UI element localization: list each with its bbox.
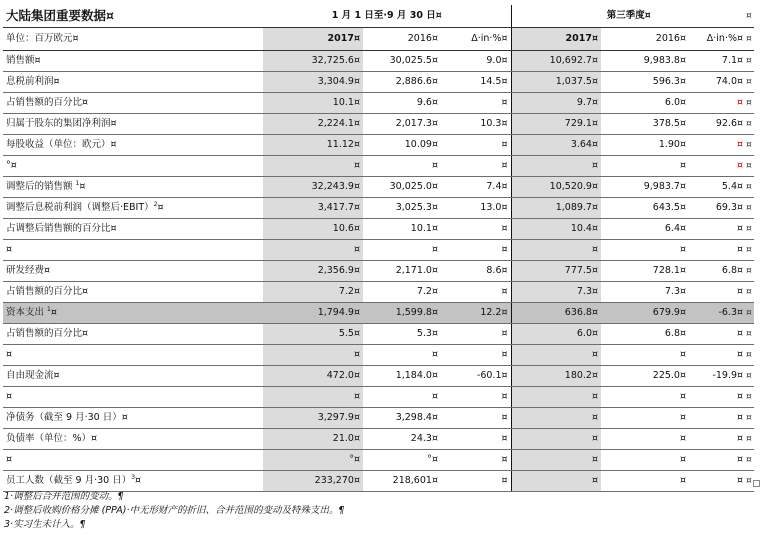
value-2017-q3: 729.1¤ bbox=[511, 114, 601, 135]
cell-marker: ¤ bbox=[746, 93, 754, 114]
row-label-mark: ¤ bbox=[50, 307, 57, 318]
table-row bbox=[3, 450, 754, 471]
table-row bbox=[3, 303, 754, 324]
row-label bbox=[3, 156, 263, 177]
delta-q3-value: 7.1¤ bbox=[689, 51, 746, 72]
footnote-2: 2·调整后收购价格分摊 (PPA)·中无形财产的折旧、合并范围的变动及特殊支出。¶ bbox=[4, 505, 345, 516]
row-label-text: ¤ bbox=[6, 391, 13, 402]
year-current-q3: 2017¤ bbox=[511, 28, 601, 51]
value-2017-q3: 636.8¤ bbox=[511, 303, 601, 324]
value-2017-q3: ¤ bbox=[511, 408, 601, 429]
row-label bbox=[3, 177, 263, 198]
value-2017-9m: 32,243.9¤ bbox=[263, 177, 363, 198]
period-nine-months: 1 月 1 日至·9 月 30 日¤ bbox=[263, 5, 511, 28]
value-2017-9m: 32,725.6¤ bbox=[263, 51, 363, 72]
table-row bbox=[3, 429, 754, 450]
value-2017-q3: 180.2¤ bbox=[511, 366, 601, 387]
value-2017-9m: ¤ bbox=[263, 345, 363, 366]
row-label bbox=[3, 261, 263, 282]
row-label-mark: ¤ bbox=[135, 475, 142, 486]
row-label-text: 占销售额的百分比¤ bbox=[6, 328, 89, 339]
value-2016-q3: ¤ bbox=[601, 387, 689, 408]
row-label bbox=[3, 240, 263, 261]
row-label-mark: ¤ bbox=[79, 181, 86, 192]
value-2016-q3: 378.5¤ bbox=[601, 114, 689, 135]
cell-marker: ¤ bbox=[746, 261, 754, 282]
table-row bbox=[3, 177, 754, 198]
cell-marker: ¤ bbox=[746, 114, 754, 135]
table-row bbox=[3, 387, 754, 408]
row-label-text: ¤ bbox=[6, 244, 13, 255]
cell-marker: ¤ bbox=[746, 51, 754, 72]
value-2016-q3: ¤ bbox=[601, 345, 689, 366]
row-label bbox=[3, 387, 263, 408]
value-2017-9m: 7.2¤ bbox=[263, 282, 363, 303]
value-2017-q3: 1,037.5¤ bbox=[511, 72, 601, 93]
value-2016-q3: ¤ bbox=[601, 471, 689, 492]
table-row bbox=[3, 51, 754, 72]
delta-9m-value: -60.1¤ bbox=[441, 366, 511, 387]
value-2016-9m: 10.1¤ bbox=[363, 219, 441, 240]
table-row bbox=[3, 408, 754, 429]
value-2016-9m: 7.2¤ bbox=[363, 282, 441, 303]
value-2017-9m: 2,356.9¤ bbox=[263, 261, 363, 282]
value-2017-q3: 6.0¤ bbox=[511, 324, 601, 345]
delta-q3-value: ¤ bbox=[689, 345, 746, 366]
cell-marker: ¤ bbox=[746, 450, 754, 471]
delta-q3-value: -6.3¤ bbox=[689, 303, 746, 324]
value-2017-q3: 10,692.7¤ bbox=[511, 51, 601, 72]
footnote-ref: 1 bbox=[47, 305, 51, 313]
value-2016-q3: 1.90¤ bbox=[601, 135, 689, 156]
delta-9m: Δ·in·%¤ bbox=[441, 28, 511, 51]
cell-marker: ¤ bbox=[746, 345, 754, 366]
delta-q3: Δ·in·%¤ bbox=[689, 28, 746, 51]
value-2017-9m: 10.6¤ bbox=[263, 219, 363, 240]
value-2016-9m: 30,025.0¤ bbox=[363, 177, 441, 198]
value-2017-9m: °¤ bbox=[263, 450, 363, 471]
header-row-periods bbox=[3, 5, 754, 28]
footnote-3: 3·实习生未计入。¶ bbox=[4, 519, 86, 530]
row-label-text: 调整后的销售额 bbox=[6, 181, 76, 192]
delta-9m-value: ¤ bbox=[441, 345, 511, 366]
key-figures-table bbox=[3, 5, 754, 492]
value-2017-q3: ¤ bbox=[511, 345, 601, 366]
value-2017-q3: ¤ bbox=[511, 387, 601, 408]
table-row bbox=[3, 93, 754, 114]
row-label-mark: ¤ bbox=[157, 202, 164, 213]
table-row bbox=[3, 282, 754, 303]
value-2016-9m: 1,599.8¤ bbox=[363, 303, 441, 324]
row-label-text: 占销售额的百分比¤ bbox=[6, 286, 89, 297]
delta-9m-value: ¤ bbox=[441, 471, 511, 492]
year-current-9m: 2017¤ bbox=[263, 28, 363, 51]
delta-9m-value: 12.2¤ bbox=[441, 303, 511, 324]
table-resize-handle[interactable] bbox=[753, 480, 760, 487]
delta-q3-value: ¤ bbox=[689, 387, 746, 408]
value-2017-q3: ¤ bbox=[511, 156, 601, 177]
value-2016-9m: ¤ bbox=[363, 387, 441, 408]
value-2017-q3: 3.64¤ bbox=[511, 135, 601, 156]
value-2017-9m: 21.0¤ bbox=[263, 429, 363, 450]
delta-9m-value: ¤ bbox=[441, 219, 511, 240]
value-2016-9m: ¤ bbox=[363, 345, 441, 366]
value-2016-q3: 679.9¤ bbox=[601, 303, 689, 324]
value-2017-q3: 9.7¤ bbox=[511, 93, 601, 114]
delta-9m-value: 7.4¤ bbox=[441, 177, 511, 198]
value-2017-q3: 10.4¤ bbox=[511, 219, 601, 240]
row-label-text: 研发经费¤ bbox=[6, 265, 51, 276]
delta-9m-value: ¤ bbox=[441, 135, 511, 156]
row-label-text: 占调整后销售额的百分比¤ bbox=[6, 223, 117, 234]
row-label-text: 资本支出 bbox=[6, 307, 48, 318]
table-row bbox=[3, 72, 754, 93]
delta-q3-value: ¤ bbox=[689, 240, 746, 261]
delta-9m-value: 8.6¤ bbox=[441, 261, 511, 282]
value-2016-9m: 24.3¤ bbox=[363, 429, 441, 450]
value-2017-9m: ¤ bbox=[263, 240, 363, 261]
header-row-years bbox=[3, 28, 754, 51]
cell-marker: ¤ bbox=[746, 219, 754, 240]
value-2016-q3: ¤ bbox=[601, 156, 689, 177]
cell-marker: ¤ bbox=[746, 324, 754, 345]
value-2016-9m: 3,025.3¤ bbox=[363, 198, 441, 219]
row-label-text: 归属于股东的集团净利润¤ bbox=[6, 118, 117, 129]
row-label-text: °¤ bbox=[6, 160, 17, 171]
row-label bbox=[3, 72, 263, 93]
cell-marker: ¤ bbox=[746, 198, 754, 219]
row-label bbox=[3, 366, 263, 387]
value-2017-q3: ¤ bbox=[511, 471, 601, 492]
delta-q3-value: 5.4¤ bbox=[689, 177, 746, 198]
value-2017-9m: 5.5¤ bbox=[263, 324, 363, 345]
row-label bbox=[3, 135, 263, 156]
footnote-ref: 2 bbox=[153, 200, 158, 208]
value-2017-q3: 777.5¤ bbox=[511, 261, 601, 282]
delta-9m-value: ¤ bbox=[441, 93, 511, 114]
cell-marker: ¤ bbox=[746, 28, 754, 51]
footnote-1: 1·调整后合并范围的变动。¶ bbox=[4, 491, 124, 502]
delta-9m-value: ¤ bbox=[441, 408, 511, 429]
row-label bbox=[3, 198, 263, 219]
value-2017-9m: ¤ bbox=[263, 156, 363, 177]
value-2016-q3: 9,983.8¤ bbox=[601, 51, 689, 72]
table-row bbox=[3, 324, 754, 345]
value-2017-q3: ¤ bbox=[511, 429, 601, 450]
footnote-ref: 1 bbox=[75, 179, 80, 187]
footnote-ref: 3 bbox=[131, 473, 136, 481]
cell-marker: ¤ bbox=[746, 5, 754, 28]
value-2017-9m: 11.12¤ bbox=[263, 135, 363, 156]
value-2016-9m: 10.09¤ bbox=[363, 135, 441, 156]
delta-9m-value: 9.0¤ bbox=[441, 51, 511, 72]
delta-9m-value: 13.0¤ bbox=[441, 198, 511, 219]
value-2016-9m: 5.3¤ bbox=[363, 324, 441, 345]
value-2016-9m: ¤ bbox=[363, 156, 441, 177]
value-2016-q3: 9,983.7¤ bbox=[601, 177, 689, 198]
value-2016-9m: 2,886.6¤ bbox=[363, 72, 441, 93]
value-2017-9m: ¤ bbox=[263, 387, 363, 408]
row-label-text: 销售额¤ bbox=[6, 55, 41, 66]
row-label bbox=[3, 429, 263, 450]
row-label-text: 息税前利润¤ bbox=[6, 76, 60, 87]
cell-marker: ¤ bbox=[746, 366, 754, 387]
row-label-text: 占销售额的百分比¤ bbox=[6, 97, 89, 108]
value-2016-9m: ¤ bbox=[363, 240, 441, 261]
value-2016-q3: 596.3¤ bbox=[601, 72, 689, 93]
delta-9m-value: 10.3¤ bbox=[441, 114, 511, 135]
delta-q3-value: ¤ bbox=[689, 93, 746, 114]
row-label-text: 净债务（截至 9 月·30 日）¤ bbox=[6, 412, 128, 423]
unit-label: 单位：百万欧元¤ bbox=[3, 28, 263, 51]
row-label-text: 负债率（单位：%）¤ bbox=[6, 433, 98, 444]
table-row bbox=[3, 198, 754, 219]
delta-q3-value: 74.0¤ bbox=[689, 72, 746, 93]
row-label bbox=[3, 114, 263, 135]
value-2017-9m: 10.1¤ bbox=[263, 93, 363, 114]
delta-q3-value: ¤ bbox=[689, 429, 746, 450]
value-2016-q3: ¤ bbox=[601, 450, 689, 471]
table-row bbox=[3, 135, 754, 156]
year-prev-q3: 2016¤ bbox=[601, 28, 689, 51]
delta-q3-value: ¤ bbox=[689, 408, 746, 429]
cell-marker: ¤ bbox=[746, 72, 754, 93]
period-third-quarter: 第三季度¤ bbox=[511, 5, 746, 28]
value-2016-q3: 6.4¤ bbox=[601, 219, 689, 240]
delta-9m-value: ¤ bbox=[441, 324, 511, 345]
delta-9m-value: 14.5¤ bbox=[441, 72, 511, 93]
delta-q3-value: 69.3¤ bbox=[689, 198, 746, 219]
delta-q3-value: ¤ bbox=[689, 471, 746, 492]
cell-marker: ¤ bbox=[746, 387, 754, 408]
value-2017-9m: 1,794.9¤ bbox=[263, 303, 363, 324]
value-2016-q3: ¤ bbox=[601, 240, 689, 261]
value-2017-q3: ¤ bbox=[511, 450, 601, 471]
value-2017-9m: 3,297.9¤ bbox=[263, 408, 363, 429]
value-2016-9m: 2,017.3¤ bbox=[363, 114, 441, 135]
row-label-text: ¤ bbox=[6, 454, 13, 465]
cell-marker: ¤ bbox=[746, 471, 754, 492]
row-label-text: 员工人数（截至 9 月·30 日） bbox=[6, 475, 132, 486]
footnotes bbox=[4, 490, 345, 532]
table-row bbox=[3, 114, 754, 135]
cell-marker: ¤ bbox=[746, 282, 754, 303]
value-2016-q3: ¤ bbox=[601, 429, 689, 450]
delta-9m-value: ¤ bbox=[441, 429, 511, 450]
value-2016-q3: ¤ bbox=[601, 408, 689, 429]
cell-marker: ¤ bbox=[746, 303, 754, 324]
value-2016-9m: 218,601¤ bbox=[363, 471, 441, 492]
delta-9m-value: ¤ bbox=[441, 240, 511, 261]
table-title: 大陆集团重要数据¤ bbox=[3, 5, 263, 28]
row-label bbox=[3, 93, 263, 114]
row-label-text: ¤ bbox=[6, 349, 13, 360]
delta-9m-value: ¤ bbox=[441, 450, 511, 471]
delta-q3-value: -19.9¤ bbox=[689, 366, 746, 387]
value-2016-9m: 1,184.0¤ bbox=[363, 366, 441, 387]
value-2017-9m: 3,417.7¤ bbox=[263, 198, 363, 219]
delta-q3-value: ¤ bbox=[689, 450, 746, 471]
cell-marker: ¤ bbox=[746, 408, 754, 429]
row-label bbox=[3, 51, 263, 72]
row-label-text: 调整后息税前利润（调整后·EBIT） bbox=[6, 202, 154, 213]
value-2017-9m: 233,270¤ bbox=[263, 471, 363, 492]
row-label bbox=[3, 345, 263, 366]
row-label bbox=[3, 282, 263, 303]
year-prev-9m: 2016¤ bbox=[363, 28, 441, 51]
delta-9m-value: ¤ bbox=[441, 387, 511, 408]
row-label-text: 每股收益（单位：欧元）¤ bbox=[6, 139, 117, 150]
delta-q3-value: ¤ bbox=[689, 156, 746, 177]
value-2017-9m: 472.0¤ bbox=[263, 366, 363, 387]
table-row bbox=[3, 261, 754, 282]
delta-q3-value: ¤ bbox=[689, 324, 746, 345]
row-label bbox=[3, 450, 263, 471]
value-2016-q3: 225.0¤ bbox=[601, 366, 689, 387]
value-2016-q3: 7.3¤ bbox=[601, 282, 689, 303]
value-2016-9m: 3,298.4¤ bbox=[363, 408, 441, 429]
value-2016-q3: 728.1¤ bbox=[601, 261, 689, 282]
value-2016-9m: 9.6¤ bbox=[363, 93, 441, 114]
row-label bbox=[3, 324, 263, 345]
delta-9m-value: ¤ bbox=[441, 156, 511, 177]
row-label bbox=[3, 408, 263, 429]
value-2017-q3: 10,520.9¤ bbox=[511, 177, 601, 198]
cell-marker: ¤ bbox=[746, 240, 754, 261]
table-row bbox=[3, 471, 754, 492]
table-row bbox=[3, 345, 754, 366]
table-row bbox=[3, 219, 754, 240]
delta-q3-value: 92.6¤ bbox=[689, 114, 746, 135]
value-2017-9m: 3,304.9¤ bbox=[263, 72, 363, 93]
delta-q3-value: ¤ bbox=[689, 135, 746, 156]
value-2017-9m: 2,224.1¤ bbox=[263, 114, 363, 135]
table-row bbox=[3, 366, 754, 387]
delta-q3-value: ¤ bbox=[689, 282, 746, 303]
value-2016-9m: 30,025.5¤ bbox=[363, 51, 441, 72]
cell-marker: ¤ bbox=[746, 156, 754, 177]
value-2017-q3: 1,089.7¤ bbox=[511, 198, 601, 219]
row-label bbox=[3, 471, 263, 492]
value-2016-9m: 2,171.0¤ bbox=[363, 261, 441, 282]
value-2016-q3: 643.5¤ bbox=[601, 198, 689, 219]
table-row bbox=[3, 240, 754, 261]
row-label bbox=[3, 219, 263, 240]
delta-q3-value: 6.8¤ bbox=[689, 261, 746, 282]
delta-q3-value: ¤ bbox=[689, 219, 746, 240]
delta-9m-value: ¤ bbox=[441, 282, 511, 303]
value-2017-q3: 7.3¤ bbox=[511, 282, 601, 303]
cell-marker: ¤ bbox=[746, 135, 754, 156]
value-2016-q3: 6.8¤ bbox=[601, 324, 689, 345]
row-label bbox=[3, 303, 263, 324]
cell-marker: ¤ bbox=[746, 177, 754, 198]
value-2017-q3: ¤ bbox=[511, 240, 601, 261]
row-label-text: 自由现金流¤ bbox=[6, 370, 60, 381]
cell-marker: ¤ bbox=[746, 429, 754, 450]
value-2016-9m: °¤ bbox=[363, 450, 441, 471]
value-2016-q3: 6.0¤ bbox=[601, 93, 689, 114]
table-row bbox=[3, 156, 754, 177]
